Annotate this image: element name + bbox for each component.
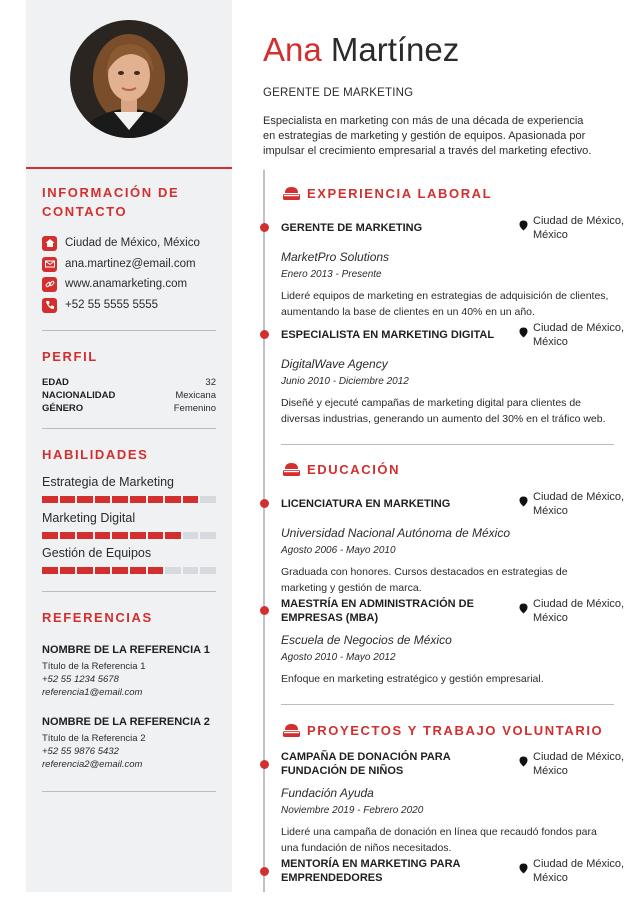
location-text: Ciudad de México, México bbox=[533, 215, 625, 241]
skill-level-segment bbox=[148, 532, 164, 539]
education-title: EDUCACIÓN bbox=[307, 461, 401, 477]
sidebar-accent-line bbox=[26, 167, 232, 169]
profile-value: Femenino bbox=[173, 403, 216, 414]
skill-level-segment bbox=[148, 567, 164, 574]
profile-key: GÉNERO bbox=[42, 403, 84, 414]
skill-level-segment bbox=[130, 567, 146, 574]
skill-bar bbox=[42, 567, 216, 574]
skill-level-segment bbox=[183, 567, 199, 574]
skill-level-segment bbox=[183, 496, 199, 503]
hat-icon bbox=[283, 723, 300, 738]
reference-email[interactable]: referencia1@email.com bbox=[42, 687, 143, 698]
contact-heading: INFORMACIÓN DE CONTACTO bbox=[42, 185, 180, 219]
link-icon bbox=[42, 277, 57, 292]
entry-description: Enfoque en marketing estratégico y gestión empresarial. bbox=[281, 673, 544, 685]
contact-email-text[interactable]: ana.martinez@email.com bbox=[65, 258, 196, 270]
entry-title: LICENCIATURA EN MARKETING bbox=[281, 498, 451, 510]
entry-location bbox=[519, 214, 633, 242]
timeline-dot bbox=[260, 867, 269, 876]
home-icon bbox=[42, 236, 57, 251]
profile-value: Mexicana bbox=[175, 390, 216, 401]
reference-title: Título de la Referencia 1 bbox=[42, 661, 146, 672]
entry-description: Diseñé y ejecuté campañas de marketing digital para clientes de diversas industrias, generando un aumento del 30% en el tráfico web. bbox=[281, 397, 606, 425]
location-pin-icon bbox=[519, 327, 528, 338]
sidebar-divider bbox=[42, 591, 216, 592]
location-text: Ciudad de México, México bbox=[533, 858, 625, 884]
entry-title: GERENTE DE MARKETING bbox=[281, 222, 423, 234]
skill-level-segment bbox=[165, 567, 181, 574]
skill-level-segment bbox=[148, 496, 164, 503]
entry-description: Lideré equipos de marketing en estrategias de adquisición de clientes, aumentando la base de clientes en un 40% en un año. bbox=[281, 290, 609, 318]
profile-row-nationality bbox=[42, 390, 216, 402]
entry-dates: Agosto 2010 - Mayo 2012 bbox=[281, 652, 396, 663]
contact-website-text[interactable]: www.anamarketing.com bbox=[65, 278, 188, 290]
skill-level-segment bbox=[77, 496, 93, 503]
projects-title: PROYECTOS Y TRABAJO VOLUNTARIO bbox=[307, 722, 604, 738]
location-text: Ciudad de México, México bbox=[533, 491, 625, 517]
timeline-dot bbox=[260, 223, 269, 232]
skill-level-segment bbox=[95, 532, 111, 539]
skill-level-segment bbox=[130, 532, 146, 539]
reference-phone: +52 55 9876 5432 bbox=[42, 746, 119, 757]
skills-heading: HABILIDADES bbox=[42, 447, 149, 462]
full-name bbox=[263, 30, 459, 70]
skill-level-segment bbox=[77, 532, 93, 539]
skill-level-segment bbox=[95, 496, 111, 503]
contact-phone-text: +52 55 5555 5555 bbox=[65, 299, 159, 311]
skill-bar bbox=[42, 496, 216, 503]
contact-website[interactable] bbox=[42, 276, 187, 292]
entry-title: MAESTRÍA EN ADMINISTRACIÓN DE EMPRESAS (MBA) bbox=[281, 598, 474, 624]
job-role: GERENTE DE MARKETING bbox=[263, 87, 414, 99]
location-pin-icon bbox=[519, 863, 528, 874]
experience-title: EXPERIENCIA LABORAL bbox=[307, 185, 493, 201]
profile-heading: PERFIL bbox=[42, 349, 98, 364]
skill-level-segment bbox=[60, 532, 76, 539]
hat-icon bbox=[283, 186, 300, 201]
timeline-dot bbox=[260, 330, 269, 339]
entry-location bbox=[519, 597, 633, 625]
entry-organization: Universidad Nacional Autónoma de México bbox=[281, 526, 511, 540]
entry-title: MENTORÍA EN MARKETING PARA EMPRENDEDORES bbox=[281, 858, 461, 884]
skill-level-segment bbox=[200, 532, 216, 539]
skill-level-segment bbox=[60, 567, 76, 574]
contact-phone[interactable] bbox=[42, 297, 158, 313]
skill-level-segment bbox=[112, 532, 128, 539]
entry-description: Graduada con honores. Cursos destacados en estrategias de marketing y gestión de marca. bbox=[281, 566, 568, 594]
skill-level-segment bbox=[42, 567, 58, 574]
skill-bar bbox=[42, 532, 216, 539]
entry-dates: Agosto 2006 - Mayo 2010 bbox=[281, 545, 396, 556]
first-name: Ana bbox=[263, 31, 322, 68]
reference-email[interactable]: referencia2@email.com bbox=[42, 759, 143, 770]
profile-row-gender bbox=[42, 403, 216, 415]
section-divider bbox=[281, 704, 614, 705]
skill-level-segment bbox=[95, 567, 111, 574]
skill-label: Estrategia de Marketing bbox=[42, 475, 175, 489]
profile-key: NACIONALIDAD bbox=[42, 390, 116, 401]
timeline-dot bbox=[260, 760, 269, 769]
profile-value: 32 bbox=[205, 377, 216, 388]
experience-heading bbox=[283, 184, 492, 202]
entry-organization: MarketPro Solutions bbox=[281, 250, 390, 264]
entry-location bbox=[519, 857, 633, 885]
reference-name: NOMBRE DE LA REFERENCIA 1 bbox=[42, 644, 210, 656]
timeline-dot bbox=[260, 499, 269, 508]
entry-title: CAMPAÑA DE DONACIÓN PARA FUNDACIÓN DE NIÑOS bbox=[281, 751, 451, 777]
timeline-line bbox=[263, 170, 265, 892]
last-name: Martínez bbox=[330, 31, 460, 68]
projects-heading bbox=[283, 721, 603, 739]
contact-email[interactable] bbox=[42, 256, 196, 272]
entry-location bbox=[519, 750, 633, 778]
timeline-dot bbox=[260, 606, 269, 615]
profile-photo bbox=[70, 20, 188, 138]
location-text: Ciudad de México, México bbox=[533, 751, 625, 777]
sidebar-divider bbox=[42, 791, 216, 792]
skill-level-segment bbox=[112, 496, 128, 503]
location-text: Ciudad de México, México bbox=[533, 322, 625, 348]
location-pin-icon bbox=[519, 756, 528, 767]
skill-level-segment bbox=[165, 496, 181, 503]
skill-level-segment bbox=[112, 567, 128, 574]
sidebar-divider bbox=[42, 428, 216, 429]
skill-level-segment bbox=[165, 532, 181, 539]
skill-level-segment bbox=[60, 496, 76, 503]
location-pin-icon bbox=[519, 603, 528, 614]
contact-address-text: Ciudad de México, México bbox=[65, 237, 200, 249]
reference-phone: +52 55 1234 5678 bbox=[42, 674, 119, 685]
skill-level-segment bbox=[42, 496, 58, 503]
references-heading: REFERENCIAS bbox=[42, 610, 153, 625]
location-pin-icon bbox=[519, 496, 528, 507]
entry-title: ESPECIALISTA EN MARKETING DIGITAL bbox=[281, 329, 495, 341]
location-pin-icon bbox=[519, 220, 528, 231]
entry-location bbox=[519, 321, 633, 349]
entry-dates: Junio 2010 - Diciembre 2012 bbox=[281, 376, 409, 387]
entry-organization: Fundación Ayuda bbox=[281, 786, 374, 800]
profile-key: EDAD bbox=[42, 377, 69, 388]
reference-title: Título de la Referencia 2 bbox=[42, 733, 146, 744]
contact-address bbox=[42, 235, 200, 251]
phone-icon bbox=[42, 298, 57, 313]
skill-level-segment bbox=[183, 532, 199, 539]
skill-level-segment bbox=[77, 567, 93, 574]
skill-label: Marketing Digital bbox=[42, 511, 136, 525]
sidebar-divider bbox=[42, 330, 216, 331]
summary: Especialista en marketing con más de una década de experiencia en estrategias de marketing y gestión de equipos. Apasionada por impulsar el crecimiento empresarial a través del marketing efectivo. bbox=[263, 115, 592, 157]
skill-label: Gestión de Equipos bbox=[42, 546, 152, 560]
reference-name: NOMBRE DE LA REFERENCIA 2 bbox=[42, 716, 210, 728]
hat-icon bbox=[283, 462, 300, 477]
profile-row-age bbox=[42, 377, 216, 389]
skill-level-segment bbox=[130, 496, 146, 503]
mail-icon bbox=[42, 257, 57, 272]
entry-organization: Escuela de Negocios de México bbox=[281, 633, 452, 647]
section-divider bbox=[281, 444, 614, 445]
skill-level-segment bbox=[200, 567, 216, 574]
skill-level-segment bbox=[42, 532, 58, 539]
education-heading bbox=[283, 460, 400, 478]
location-text: Ciudad de México, México bbox=[533, 598, 625, 624]
entry-dates: Enero 2013 - Presente bbox=[281, 269, 382, 280]
entry-location bbox=[519, 490, 633, 518]
entry-dates: Noviembre 2019 - Febrero 2020 bbox=[281, 805, 424, 816]
entry-description: Lideré una campaña de donación en línea que recaudó fondos para una fundación de niños necesitados. bbox=[281, 826, 597, 854]
entry-organization: DigitalWave Agency bbox=[281, 357, 388, 371]
skill-level-segment bbox=[200, 496, 216, 503]
